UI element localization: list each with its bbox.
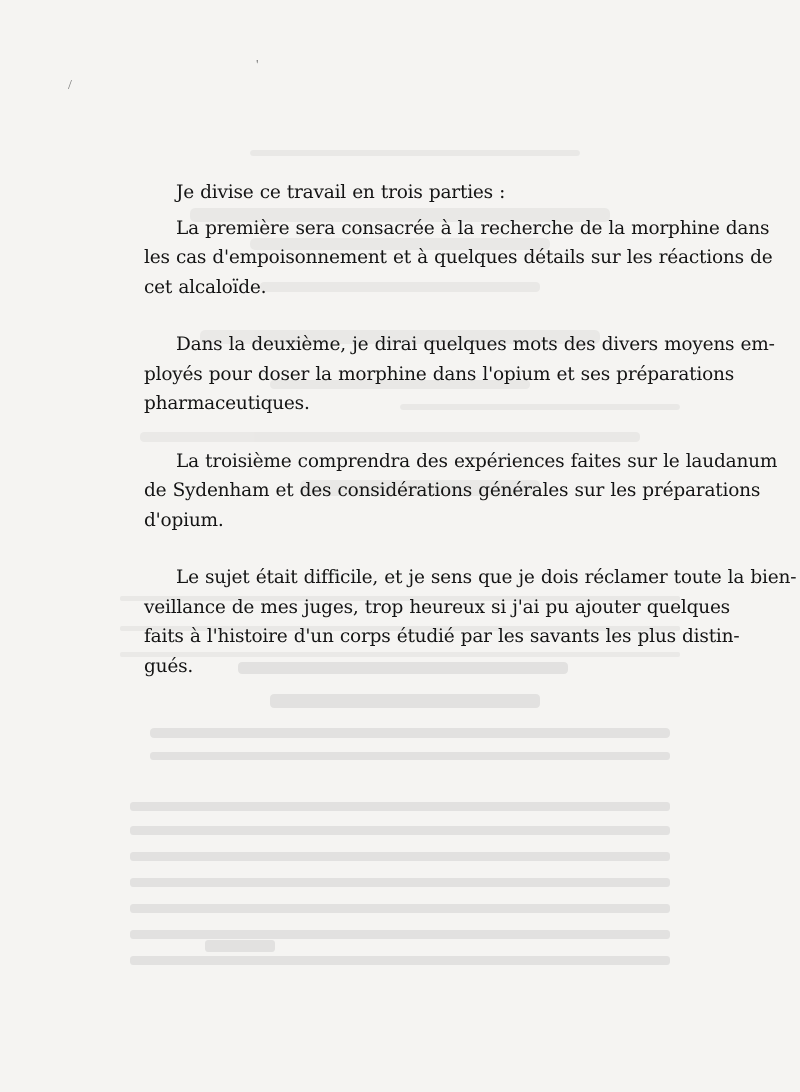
paragraph-intro bbox=[112, 178, 680, 208]
stray-mark: / bbox=[68, 78, 72, 93]
text-line: gués. bbox=[144, 655, 194, 677]
text-line: les cas d'empoisonnement et à quelques détails sur les réactions de bbox=[144, 247, 773, 268]
text-line: Dans la deuxième, je dirai quelques mots des divers moyens em- bbox=[176, 334, 775, 355]
text-line: pharmaceutiques. bbox=[144, 393, 310, 414]
text-line: Le sujet était difficile, et je sens que je dois réclamer toute la bien- bbox=[176, 567, 797, 588]
stray-mark: ' bbox=[256, 58, 259, 73]
text-line: La troisième comprendra des expériences faites sur le laudanum bbox=[176, 450, 778, 472]
text-line: cet alcaloïde. bbox=[144, 276, 267, 298]
text-line: de Sydenham et des considérations générales sur les préparations bbox=[144, 480, 761, 501]
text-line: d'opium. bbox=[144, 509, 224, 531]
text-line: ployés pour doser la morphine dans l'opium et ses préparations bbox=[144, 363, 735, 385]
text-line: veillance de mes juges, trop heureux si j'ai pu ajouter quelques bbox=[144, 596, 730, 618]
paragraph-part-two bbox=[112, 330, 775, 419]
text-line: La première sera consacrée à la recherche de la morphine dans bbox=[176, 217, 770, 239]
paragraph-part-one bbox=[112, 214, 773, 303]
body-text bbox=[112, 178, 797, 709]
paragraph-part-three bbox=[112, 447, 778, 536]
paragraph-conclusion bbox=[112, 563, 797, 681]
text-line: Je divise ce travail en trois parties : bbox=[176, 182, 506, 203]
text-line: faits à l'histoire d'un corps étudié par les savants les plus distin- bbox=[144, 626, 740, 647]
